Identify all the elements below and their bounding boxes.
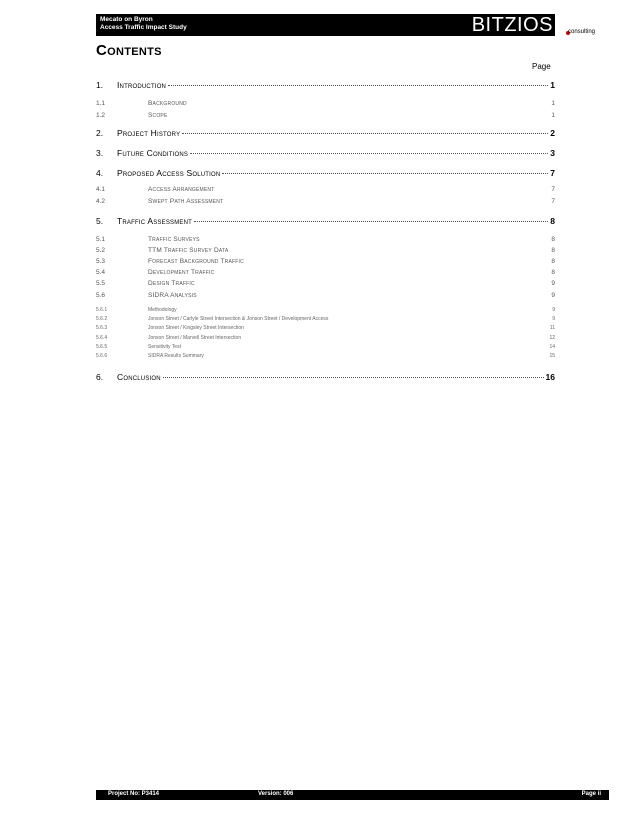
toc-entry-page: 1 [551, 112, 555, 119]
toc-leader-dots [168, 85, 548, 86]
company-logo: BITZIOS [471, 14, 553, 36]
toc-entry-number: 5. [96, 216, 104, 226]
toc-entry-title: Swept Path Assessment [148, 198, 224, 205]
toc-entry-page: 9 [552, 307, 555, 313]
toc-entry-level1[interactable] [96, 168, 555, 178]
page-footer [96, 790, 609, 800]
toc-entry-title: Development Traffic [148, 269, 215, 276]
toc-entry-title: Future Conditions [117, 148, 189, 158]
toc-entry-level2[interactable] [96, 198, 555, 205]
toc-entry-page: 7 [550, 168, 555, 178]
toc-entry-level2[interactable] [96, 269, 555, 276]
toc-entry-level2[interactable] [96, 292, 555, 299]
title-text: Contents [96, 42, 162, 59]
toc-entry-level3[interactable] [96, 353, 555, 359]
toc-entry-title: Conclusion [117, 372, 161, 382]
toc-entry-page: 7 [551, 198, 555, 205]
toc-entry-title: Traffic Surveys [148, 236, 200, 243]
toc-entry-title: Jonson Street / Kingsley Street Intersection [148, 325, 244, 331]
toc-entry-level3[interactable] [96, 335, 555, 341]
toc-entry-level3[interactable] [96, 316, 555, 322]
toc-entry-number: 3. [96, 148, 104, 158]
toc-entry-level1[interactable] [96, 216, 555, 226]
toc-entry-page: 11 [549, 325, 555, 331]
toc-entry-number: 5.6.6 [96, 353, 108, 359]
toc-leader-dots [182, 133, 548, 134]
toc-entry-number: 1. [96, 80, 104, 90]
toc-entry-title: TTM Traffic Survey Data [148, 247, 229, 254]
toc-entry-page: 8 [551, 269, 555, 276]
toc-entry-level2[interactable] [96, 100, 555, 107]
toc-entry-title: Sensitivity Test [148, 344, 181, 350]
header-report-title: Access Traffic Impact Study [100, 24, 187, 31]
toc-entry-page: 9 [552, 316, 555, 322]
toc-entry-number: 5.6 [96, 292, 106, 299]
toc-entry-title: Access Arrangement [148, 186, 215, 193]
footer-page-number: Page ii [581, 791, 601, 797]
company-logo-subtitle: consulting [568, 29, 596, 35]
toc-entry-title: Project History [117, 128, 181, 138]
toc-entry-title: Forecast Background Traffic [148, 258, 244, 265]
footer-project-number: Project No: P3414 [108, 791, 160, 797]
toc-entry-level3[interactable] [96, 344, 555, 350]
toc-entry-page: 2 [550, 128, 555, 138]
toc-entry-title: Proposed Access Solution [117, 168, 221, 178]
toc-entry-page: 3 [550, 148, 555, 158]
toc-entry-level3[interactable] [96, 325, 555, 331]
toc-entry-number: 1.2 [96, 112, 106, 119]
toc-entry-page: 8 [550, 216, 555, 226]
toc-entry-number: 2. [96, 128, 104, 138]
toc-entry-level1[interactable] [96, 128, 555, 138]
toc-entry-number: 5.4 [96, 269, 106, 276]
toc-entry-page: 8 [551, 247, 555, 254]
toc-entry-level2[interactable] [96, 280, 555, 287]
header-project-name: Mecato on Byron [100, 16, 153, 23]
toc-leader-dots [163, 377, 544, 378]
page-header [96, 14, 555, 36]
toc-entry-level1[interactable] [96, 80, 555, 90]
toc-entry-number: 6. [96, 372, 104, 382]
toc-entry-number: 5.3 [96, 258, 106, 265]
toc-entry-page: 8 [551, 236, 555, 243]
toc-entry-level3[interactable] [96, 307, 555, 313]
toc-entry-level1[interactable] [96, 372, 555, 382]
toc-entry-number: 5.5 [96, 280, 106, 287]
toc-entry-number: 5.6.1 [96, 307, 108, 313]
toc-entry-page: 9 [551, 292, 555, 299]
toc-entry-title: Methodology [148, 307, 177, 313]
toc-entry-page: 8 [551, 258, 555, 265]
toc-leader-dots [222, 173, 548, 174]
toc-entry-title: Design Traffic [148, 280, 195, 287]
toc-entry-number: 5.6.2 [96, 316, 108, 322]
toc-entry-level2[interactable] [96, 247, 555, 254]
toc-entry-page: 15 [549, 353, 555, 359]
toc-entry-page: 16 [545, 372, 555, 382]
toc-leader-dots [194, 221, 548, 222]
toc-entry-title: Background [148, 100, 187, 107]
toc-entry-title: Traffic Assessment [117, 216, 193, 226]
toc-entry-title: Jonson Street / Carlyle Street Intersection & Jonson Street / Development Access [148, 316, 329, 322]
toc-entry-level1[interactable] [96, 148, 555, 158]
toc-entry-number: 5.6.5 [96, 344, 108, 350]
toc-entry-level2[interactable] [96, 236, 555, 243]
toc-entry-page: 1 [551, 100, 555, 107]
toc-entry-title: SIDRA Analysis [148, 292, 197, 299]
toc-entry-number: 1.1 [96, 100, 106, 107]
toc-leader-dots [190, 153, 548, 154]
toc-entry-title: Scope [148, 112, 168, 119]
toc-entry-title: Jonson Street / Marvell Street Intersection [148, 335, 242, 341]
toc-entry-page: 14 [549, 344, 555, 350]
toc-entry-number: 5.6.3 [96, 325, 108, 331]
toc-entry-number: 4.2 [96, 198, 106, 205]
toc-entry-page: 12 [549, 335, 555, 341]
toc-entry-level2[interactable] [96, 112, 555, 119]
toc-entry-number: 5.2 [96, 247, 106, 254]
page-title [96, 42, 162, 59]
toc-entry-page: 9 [551, 280, 555, 287]
page-column-label: Page [532, 62, 551, 71]
toc-entry-number: 5.6.4 [96, 335, 108, 341]
toc-entry-level2[interactable] [96, 258, 555, 265]
toc-entry-title: Introduction [117, 80, 167, 90]
toc-entry-number: 4. [96, 168, 104, 178]
toc-entry-number: 5.1 [96, 236, 106, 243]
toc-entry-page: 1 [550, 80, 555, 90]
toc-entry-page: 7 [551, 186, 555, 193]
footer-version: Version: 006 [258, 791, 294, 797]
toc-entry-level2[interactable] [96, 186, 555, 193]
toc-entry-number: 4.1 [96, 186, 106, 193]
toc-entry-title: SIDRA Results Summary [148, 353, 204, 359]
